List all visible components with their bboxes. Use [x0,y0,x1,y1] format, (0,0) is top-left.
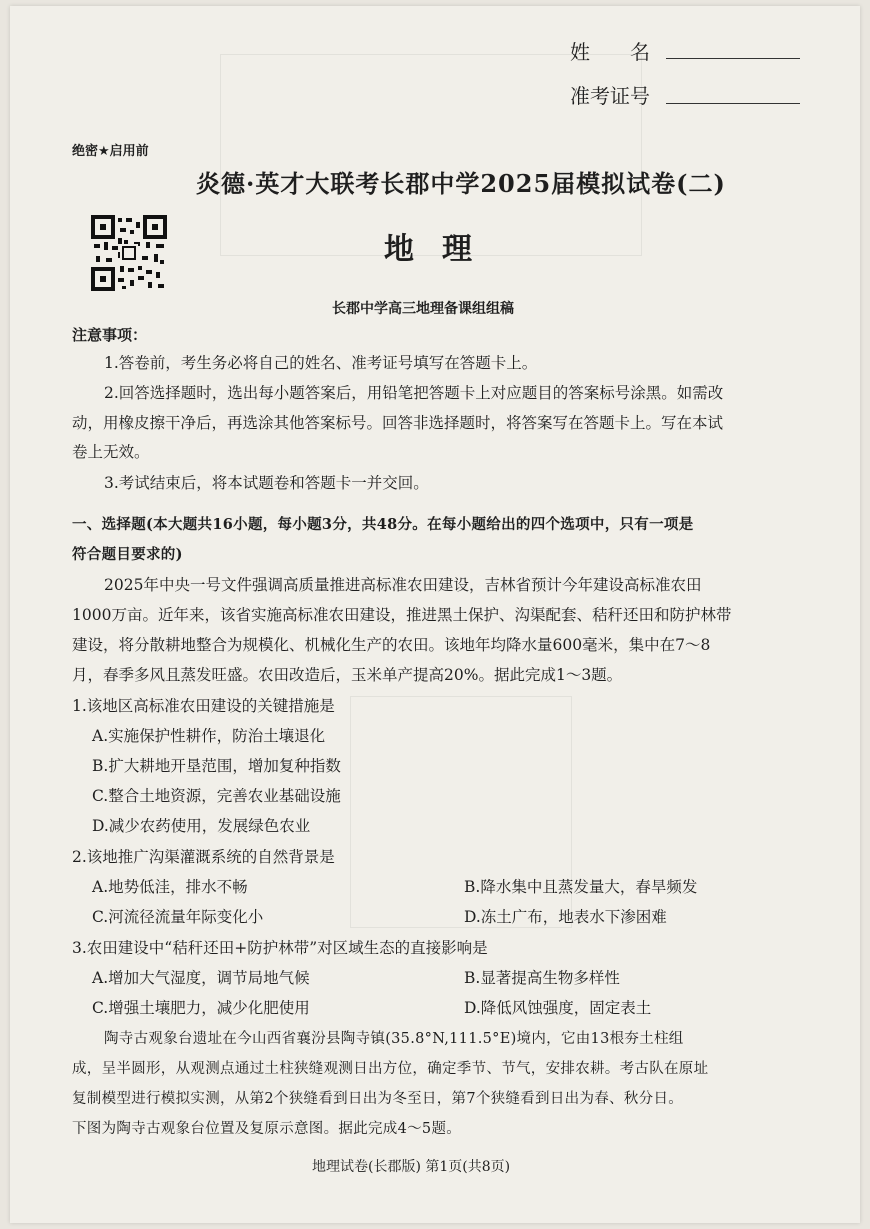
section-heading: 一、选择题(本大题共16小题，每小题3分，共48分。在每小题给出的四个选项中，只有一项是 [72,516,694,533]
notes-item-1: 1.答卷前，考生务必将自己的姓名、准考证号填写在答题卡上。 [104,354,538,372]
question-2-option-c[interactable]: C.河流径流量年际变化小 [92,908,264,926]
question-1-option-c[interactable]: C.整合土地资源，完善农业基础设施 [92,787,341,805]
exam-id-field-line[interactable] [666,103,800,104]
notes-item-2: 2.回答选择题时，选出每小题答案后，用铅笔把答题卡上对应题目的答案标号涂黑。如需改 [104,384,724,402]
passage2-line-2: 成，呈半圆形，从观测点通过土柱狭缝观测日出方位，确定季节、节气，安排农耕。考古队在原址 [72,1061,709,1077]
passage1-line-4: 月，春季多风且蒸发旺盛。农田改造后，玉米单产提高20%。据此完成1～3题。 [72,666,623,684]
page-footer: 地理试卷(长郡版) 第1页(共8页) [312,1159,511,1175]
question-2-option-a[interactable]: A.地势低洼，排水不畅 [92,878,248,896]
notes-item-3: 3.考试结束后，将本试题卷和答题卡一并交回。 [104,474,429,492]
notes-title: 注意事项： [72,326,148,344]
question-2-stem: 2.该地推广沟渠灌溉系统的自然背景是 [72,848,335,866]
name-label: 姓 名 [570,40,650,64]
question-3-option-d[interactable]: D.降低风蚀强度，固定表土 [464,999,652,1017]
compiler-credit: 长郡中学高三地理备课组组稿 [332,301,514,317]
section-heading-cont: 符合题目要求的) [72,546,183,563]
notes-item-2-cont: 动，用橡皮擦干净后，再选涂其他答案标号。回答非选择题时，将答案写在答题卡上。写在本试 [72,414,724,432]
question-2-option-d[interactable]: D.冻土广布，地表水下渗困难 [464,908,667,926]
exam-id-label: 准考证号 [570,84,650,108]
exam-page [10,6,860,1223]
question-3-option-c[interactable]: C.增强土壤肥力，减少化肥使用 [92,999,310,1017]
passage2-line-1: 陶寺古观象台遗址在今山西省襄汾县陶寺镇(35.8°N,111.5°E)境内，它由13根夯土柱组 [104,1031,684,1047]
secret-mark: 绝密★启用前 [72,144,149,159]
question-1-option-a[interactable]: A.实施保护性耕作，防治土壤退化 [92,727,326,745]
question-1-option-b[interactable]: B.扩大耕地开垦范围，增加复种指数 [92,757,341,775]
exam-title: 炎德·英才大联考长郡中学2025届模拟试卷(二) [196,169,726,198]
passage2-line-3: 复制模型进行模拟实测，从第2个狭缝看到日出为冬至日，第7个狭缝看到日出为春、秋分日。 [72,1091,684,1107]
qr-code-icon [90,214,168,292]
passage2-line-4: 下图为陶寺古观象台位置及复原示意图。据此完成4～5题。 [72,1121,462,1137]
notes-item-2-cont2: 卷上无效。 [72,443,150,461]
question-3-option-b[interactable]: B.显著提高生物多样性 [464,969,620,987]
question-1-option-d[interactable]: D.减少农药使用，发展绿色农业 [92,817,311,835]
passage1-line-1: 2025年中央一号文件强调高质量推进高标准农田建设，吉林省预计今年建设高标准农田 [104,576,702,594]
name-field-line[interactable] [666,58,800,59]
question-3-option-a[interactable]: A.增加大气湿度，调节局地气候 [92,969,310,987]
passage1-line-3: 建设，将分散耕地整合为规模化、机械化生产的农田。该地年均降水量600毫米，集中在7～8 [72,636,711,654]
question-2-option-b[interactable]: B.降水集中且蒸发量大，春旱频发 [464,878,698,896]
passage1-line-2: 1000万亩。近年来，该省实施高标准农田建设，推进黑土保护、沟渠配套、秸秆还田和防护林带 [72,606,732,624]
question-3-stem: 3.农田建设中“秸秆还田+防护林带”对区域生态的直接影响是 [72,939,488,957]
question-1-stem: 1.该地区高标准农田建设的关键措施是 [72,697,335,715]
subject-title: 地理 [384,232,500,267]
